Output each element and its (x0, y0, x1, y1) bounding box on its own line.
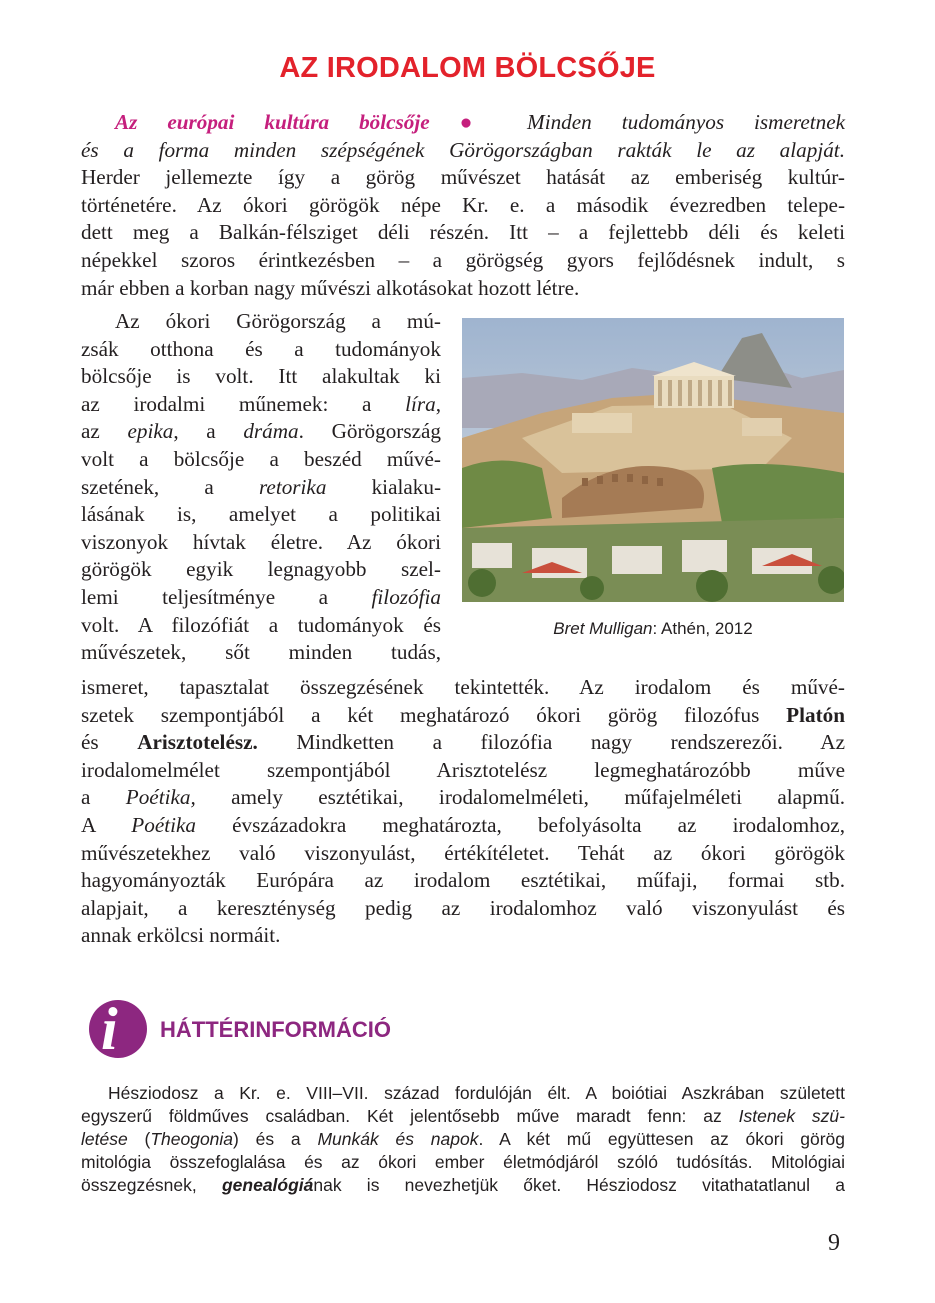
text-line: ismeret, tapasztalat összegzésének tekintették. Az irodalom és művé- (81, 675, 845, 699)
page-title: AZ IRODALOM BÖLCSŐJE (279, 52, 656, 84)
text-line: művészetek, sőt minden tudás, (81, 640, 441, 665)
intro-line: dett meg a Balkán-félsziget déli részén. Itt – a fejlettebb déli és keleti (81, 220, 845, 245)
athens-painting (462, 318, 844, 602)
intro-line: történetére. Az ókori görögök népe Kr. e. a második évezredben telepe- (81, 192, 845, 217)
figure-caption (462, 619, 844, 639)
text-line: Hésziodosz a Kr. e. VIII–VII. század fordulóján élt. A boiótiai Aszkrában született (108, 1083, 845, 1103)
intro-line: népekkel szoros érintkezésben – a görögség gyors fejlődésnek indult, s (81, 247, 845, 272)
text-line: Az ókori Görögország a mú- (115, 309, 441, 333)
text-line: és Arisztotelész. Mindketten a filozófia nagy rendszerezői. Az (81, 730, 845, 755)
text-line: egyszerű földműves családban. Két jelentősebb műve maradt fenn: az Istenek szü- (81, 1106, 845, 1126)
continued-paragraph (81, 674, 845, 950)
text-line: összegzésnek, genealógiának is nevezhetjük őket. Hésziodosz vitathatatlanul a (81, 1175, 845, 1195)
page-number: 9 (828, 1230, 840, 1256)
text-line: bölcsője is volt. Itt alakultak ki (81, 364, 441, 389)
left-column-paragraph (81, 308, 441, 667)
text-line: volt a bölcsője a beszéd művé- (81, 446, 441, 471)
background-info-text (81, 1082, 845, 1197)
text-line: az irodalmi műnemek: a líra, (81, 391, 441, 416)
acropolis-illustration (462, 318, 844, 602)
intro-line: és a forma minden szépségének Görögországban rakták le az alapját. (81, 137, 845, 162)
text-line: viszonyok hívtak életre. Az ókori (81, 529, 441, 554)
text-line: szetének, a retorika kialaku- (81, 474, 442, 499)
bullet-icon: ● (459, 110, 498, 134)
text-line: volt. A filozófiát a tudományok és (81, 612, 441, 637)
text-line: lásának is, amelyet a politikai (81, 502, 441, 527)
text-line: mitológia összefoglalása és az ókori ember életmódjáról szóló tudósítás. Mitológiai (81, 1152, 845, 1172)
intro-line: Herder jellemezte így a görög művészet hatását az emberiség kultúr- (81, 165, 845, 190)
intro-line: már ebben a korban nagy művészi alkotásokat hozott létre. (81, 275, 580, 300)
caption-author: Bret Mulligan (553, 619, 653, 638)
intro-paragraph (81, 109, 845, 302)
lead-phrase: Az európai kultúra bölcsője (115, 110, 430, 134)
text-line: az epika, a dráma. Görögország (81, 419, 442, 444)
text-line: lemi teljesítménye a filozófia (81, 584, 441, 609)
text-line: annak erkölcsi normáit. (81, 923, 281, 948)
text-line: zsák otthona és a tudományok (81, 336, 441, 361)
text-line: hagyományozták Európára az irodalom esztétikai, műfaji, formai stb. (81, 868, 845, 893)
info-icon: i (89, 1000, 147, 1058)
text-line: a Poétika, amely esztétikai, irodalomelméleti, műfajelméleti alapmű. (81, 785, 845, 810)
text-line: görögök egyik legnagyobb szel- (81, 557, 441, 582)
text-line: A Poétika évszázadokra meghatározta, befolyásolta az irodalomhoz, (81, 812, 845, 837)
text-line: alapjait, a kereszténység pedig az irodalomhoz való viszonyulást és (81, 895, 845, 920)
intro-line: Az európai kultúra bölcsője ● Minden tudományos ismeretnek (115, 110, 846, 134)
caption-title: : Athén, 2012 (652, 619, 753, 638)
text-line: művészetekhez való viszonyulást, értékítéletet. Tehát az ókori görögök (81, 840, 845, 865)
text-line: letése (Theogonia) és a Munkák és napok. A két mű együttesen az ókori görög (81, 1129, 845, 1149)
text-line: szetek szempontjából a két meghatározó ókori görög filozófus Platón (81, 702, 845, 727)
text-line: irodalomelmélet szempontjából Arisztotelész legmeghatározóbb műve (81, 757, 845, 782)
background-info-heading: HÁTTÉRINFORMÁCIÓ (160, 1017, 391, 1042)
